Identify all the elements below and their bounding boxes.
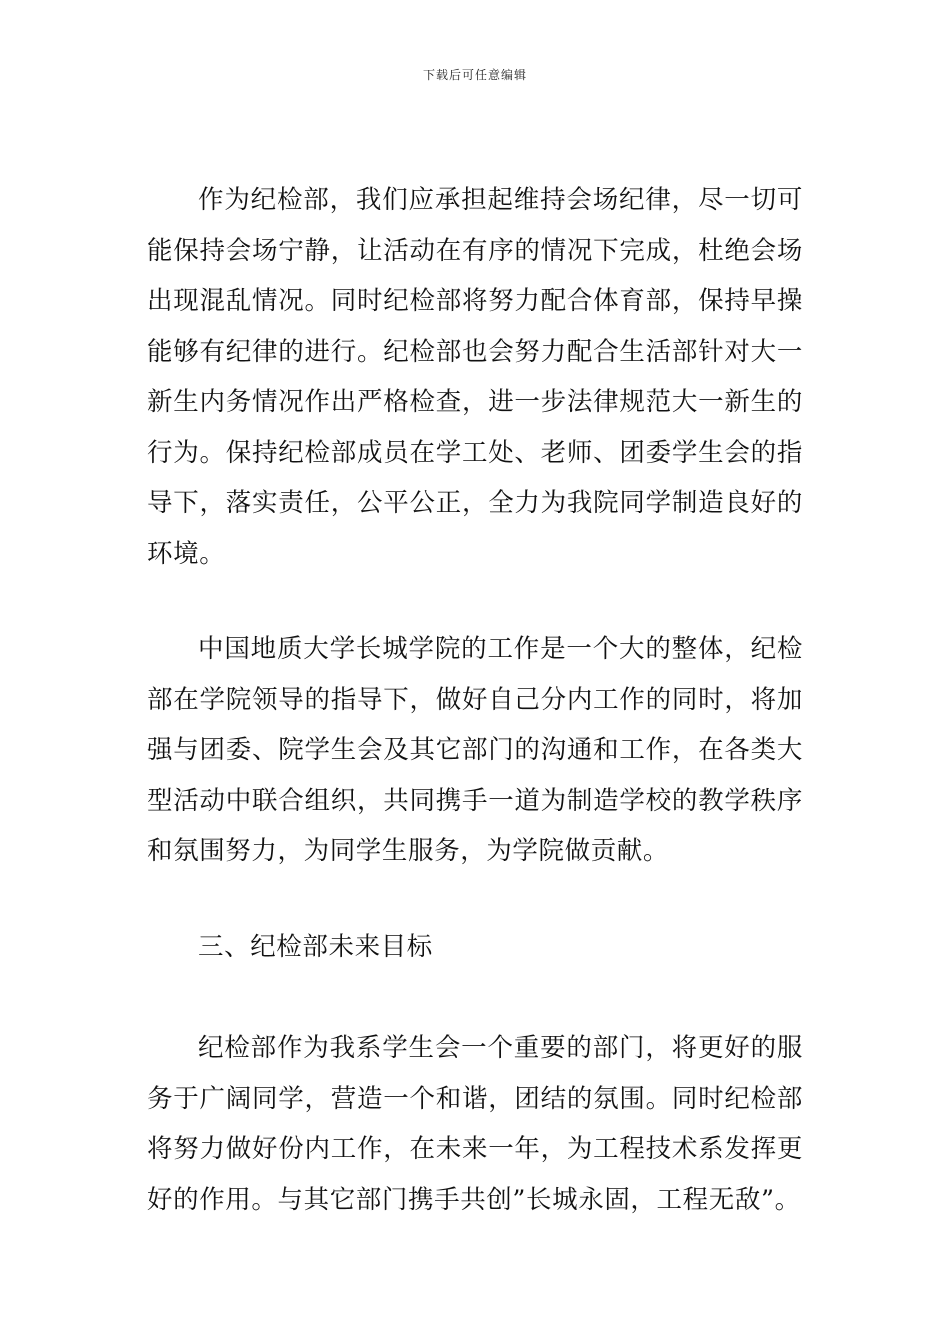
paragraph-future-goals: 纪检部作为我系学生会一个重要的部门，将更好的服务于广阔同学，营造一个和谐，团结的氛围。同时纪检部将努力做好份内工作，在未来一年，为工程技术系发挥更好的作用。与其它部门携手共创”长城永固，工程无敌”。 [147, 1033, 803, 1215]
section-heading: 三、纪检部未来目标 [198, 932, 433, 962]
header-note: 下载后可任意编辑 [422, 68, 527, 82]
paragraph-college-cooperation: 中国地质大学长城学院的工作是一个大的整体，纪检部在学院领导的指导下，做好自己分内工作的同时，将加强与团委、院学生会及其它部门的沟通和工作，在各类大型活动中联合组织，共同携手一道为制造学校的教学秩序和氛围努力，为同学生服务，为学院做贡献。 [147, 634, 803, 866]
paragraph-discipline-duties: 作为纪检部，我们应承担起维持会场纪律，尽一切可能保持会场宁静，让活动在有序的情况下完成，杜绝会场出现混乱情况。同时纪检部将努力配合体育部，保持早操能够有纪律的进行。纪检部也会努力配合生活部针对大一新生内务情况作出严格检查，进一步法律规范大一新生的行为。保持纪检部成员在学工处、老师、团委学生会的指导下，落实责任，公平公正，全力为我院同学制造良好的环境。 [147, 185, 803, 569]
